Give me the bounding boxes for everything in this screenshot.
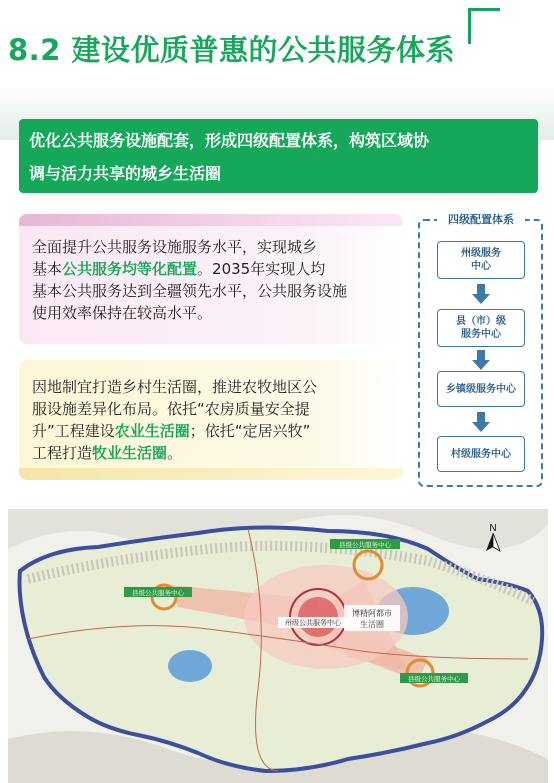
- para1-line1: 全面提升公共服务设施服务水平，实现城乡: [32, 238, 318, 256]
- banner-line-2: 调与活力共享的城乡生活圈: [29, 164, 222, 183]
- para2-line4: [32, 442, 402, 464]
- para2-line2: 服设施差异化布局。依托“农房质量安全提: [32, 400, 310, 418]
- para2-line3-c: ；依托“定居兴牧”: [189, 422, 311, 440]
- service-circle-map: [8, 509, 548, 783]
- level-township-label: 乡镇级服务中心: [446, 383, 516, 395]
- arrow-down-icon: [472, 350, 490, 370]
- para1-line4: 使用效率保持在较高水平。: [32, 304, 213, 322]
- para2-line1: 因地制宜打造乡村生活圈，推进农牧地区公: [32, 378, 318, 396]
- lake-west: [168, 650, 212, 682]
- summary-banner: [19, 119, 538, 193]
- level-village-box: [437, 436, 525, 472]
- para1-line2-a: 基本: [32, 260, 63, 278]
- label-prefecture: 州级公共服务中心: [285, 620, 341, 627]
- level-village-label: 村级服务中心: [451, 448, 511, 460]
- para2-line4-c: 。: [167, 444, 183, 462]
- level-prefecture-label-2: 中心: [471, 261, 491, 272]
- level-county-box: [437, 309, 525, 347]
- para1-line2-c: 。2035年实现人均: [197, 260, 326, 278]
- level-county-label-1: 县（市）级: [456, 316, 506, 327]
- para2-line4-a: 工程打造: [32, 444, 93, 462]
- equalization-highlight: 公共服务均等化配置: [62, 260, 198, 278]
- level-prefecture-box: [437, 241, 525, 279]
- label-county-w: 县级公共服务中心: [132, 590, 184, 597]
- label-county-se: 县级公共服务中心: [408, 676, 460, 683]
- rural-life-text: [32, 376, 402, 464]
- corner-frame-horizontal: [468, 8, 500, 11]
- arrow-down-icon: [472, 284, 490, 304]
- label-metro-1: 博精阿都市: [352, 609, 392, 618]
- public-service-box-accent: [19, 214, 403, 226]
- pastoral-circle-highlight: 牧业生活圈: [92, 444, 168, 462]
- arrow-down-icon: [472, 412, 490, 432]
- label-county-ne: 县级公共服务中心: [339, 542, 391, 549]
- level-township-box: [437, 371, 525, 407]
- level-prefecture-label-1: 州级服务: [461, 248, 501, 259]
- rural-life-box-accent: [19, 468, 403, 480]
- north-label: N: [489, 523, 497, 534]
- para2-line3: [32, 420, 402, 442]
- hierarchy-title: 四级配置体系: [437, 211, 525, 227]
- section-title: 8.2 建设优质普惠的公共服务体系: [8, 33, 455, 67]
- level-county-label-2: 服务中心: [461, 329, 501, 340]
- banner-line-1: 优化公共服务设施配套，形成四级配置体系，构筑区域协: [29, 131, 430, 150]
- para1-line3: 基本公共服务达到全疆领先水平，公共服务设施: [32, 282, 348, 300]
- corner-frame-vertical: [468, 8, 471, 44]
- label-metro-2: 生活圈: [360, 620, 384, 629]
- para1-line2: [32, 258, 402, 280]
- para2-line3-a: 升”工程建设: [32, 422, 115, 440]
- agri-circle-highlight: 农业生活圈: [114, 422, 190, 440]
- public-service-text: [32, 236, 402, 324]
